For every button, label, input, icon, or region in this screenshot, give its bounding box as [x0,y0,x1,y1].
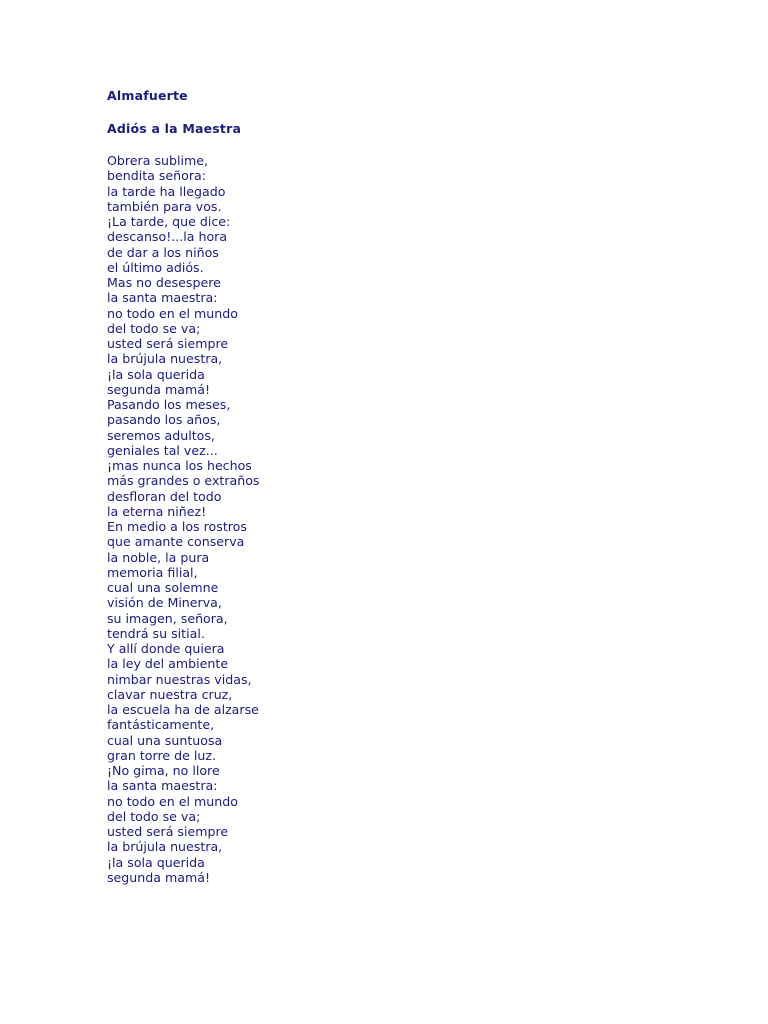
poem-title: Adiós a la Maestra [107,121,242,136]
poem-line: En medio a los rostros [107,519,247,534]
poem-line: su imagen, señora, [107,610,228,626]
poem-line: la tarde ha llegado [107,183,226,199]
poem-line: Pasando los meses, [107,397,231,412]
poem-line: del todo se va; [107,808,201,824]
poem-line: descanso!...la hora [107,229,228,245]
poem-line: bendita señora: [107,168,207,184]
poem-line: la santa maestra: [107,290,218,306]
poem-body [107,153,707,885]
poem-line: no todo en el mundo [107,793,238,809]
document-page [107,87,707,885]
poem-line: seremos adultos, [107,427,215,443]
poem-line: segunda mamá! [107,869,211,885]
poem-line: ¡la sola querida [107,366,205,382]
poem-line: usted será siempre [107,824,229,839]
poem-line: más grandes o extraños [107,473,260,489]
poem-line: del todo se va; [107,320,201,336]
poem-line: la escuela ha de alzarse [107,702,259,717]
poem-line: la brújula nuestra, [107,839,223,855]
poem-line: desfloran del todo [107,488,222,504]
poem-line: Obrera sublime, [107,153,209,168]
poem-line: tendrá su sitial. [107,625,205,641]
poem-line: también para vos. [107,198,222,214]
poem-line: ¡No gima, no llore [107,763,220,778]
poem-line: pasando los años, [107,412,221,428]
poem-line: ¡mas nunca los hechos [107,458,252,473]
poem-line: Y allí donde quiera [107,641,225,656]
poem-line: usted será siempre [107,336,229,351]
poem-line: ¡la sola querida [107,854,205,870]
poem-line: la santa maestra: [107,778,218,794]
poem-line: de dar a los niños [107,244,219,260]
poem-line: segunda mamá! [107,381,211,397]
poem-line: geniales tal vez... [107,442,218,458]
poem-line: no todo en el mundo [107,305,238,321]
poem-line: que amante conserva [107,534,245,550]
poem-line: la eterna niñez! [107,503,207,519]
poem-line: gran torre de luz. [107,747,216,763]
poem-line: ¡La tarde, que dice: [107,214,231,229]
poem-line: cual una solemne [107,580,219,595]
poem-line: la ley del ambiente [107,656,229,672]
poem-line: cual una suntuosa [107,732,223,748]
poem-line: Mas no desespere [107,275,221,290]
poem-line: la noble, la pura [107,549,210,565]
poem-line: el último adiós. [107,259,204,275]
poem-line: fantásticamente, [107,717,215,733]
poem-line: memoria filial, [107,564,198,580]
poem-line: nimbar nuestras vidas, [107,671,252,687]
poem-line: visión de Minerva, [107,595,222,611]
poem-line: la brújula nuestra, [107,351,223,367]
author-name: Almafuerte [107,88,188,103]
poem-line: clavar nuestra cruz, [107,686,233,702]
